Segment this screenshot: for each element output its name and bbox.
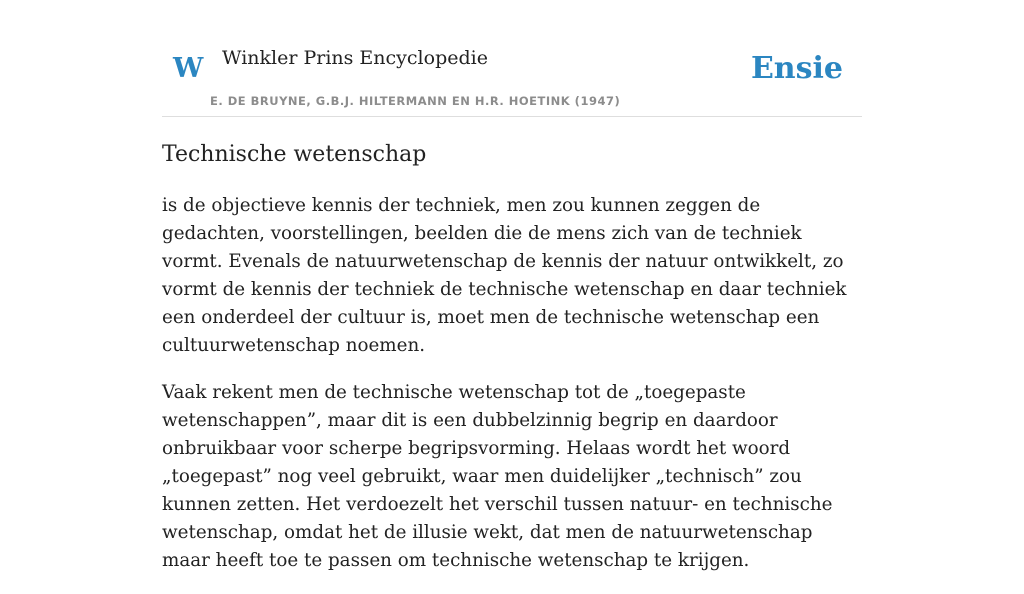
publication-logo[interactable]: W [173,53,204,84]
ensie-logo[interactable]: Ensie [750,51,843,86]
publication-title[interactable]: Winkler Prins Encyclopedie [222,47,488,69]
article-paragraph: Vaak rekent men de technische wetenschap tot de „toegepaste wetenschappen”, maar dit is een dubbelzinnig begrip en daardoor onbruikbaar voor scherpe begripsvorming. Helaas wordt het woord „toegepast” nog veel gebruikt, waar men duidelijker „technisch” zou kunnen zetten. Het verdoezelt het verschil tussen natuur- en technische wetenschap, omdat het de illusie wekt, dat men de natuurwetenschap maar heeft toe te passen om technische wetenschap te krijgen. [162,382,833,571]
entry-title: Technische wetenschap [162,142,427,167]
publication-header [162,0,862,117]
article-body [162,192,862,594]
publication-authors: E. DE BRUYNE, G.B.J. HILTERMANN EN H.R. HOETINK (1947) [210,94,621,108]
article-paragraph: is de objectieve kennis der techniek, men zou kunnen zeggen de gedachten, voorstellingen, beelden die de mens zich van de techniek vormt. Evenals de natuurwetenschap de kennis der natuur ontwikkelt, zo vormt de kennis der techniek de technische wetenschap en daar techniek een onderdeel der cultuur is, moet men de technische wetenschap een cultuurwetenschap noemen. [162,195,847,356]
